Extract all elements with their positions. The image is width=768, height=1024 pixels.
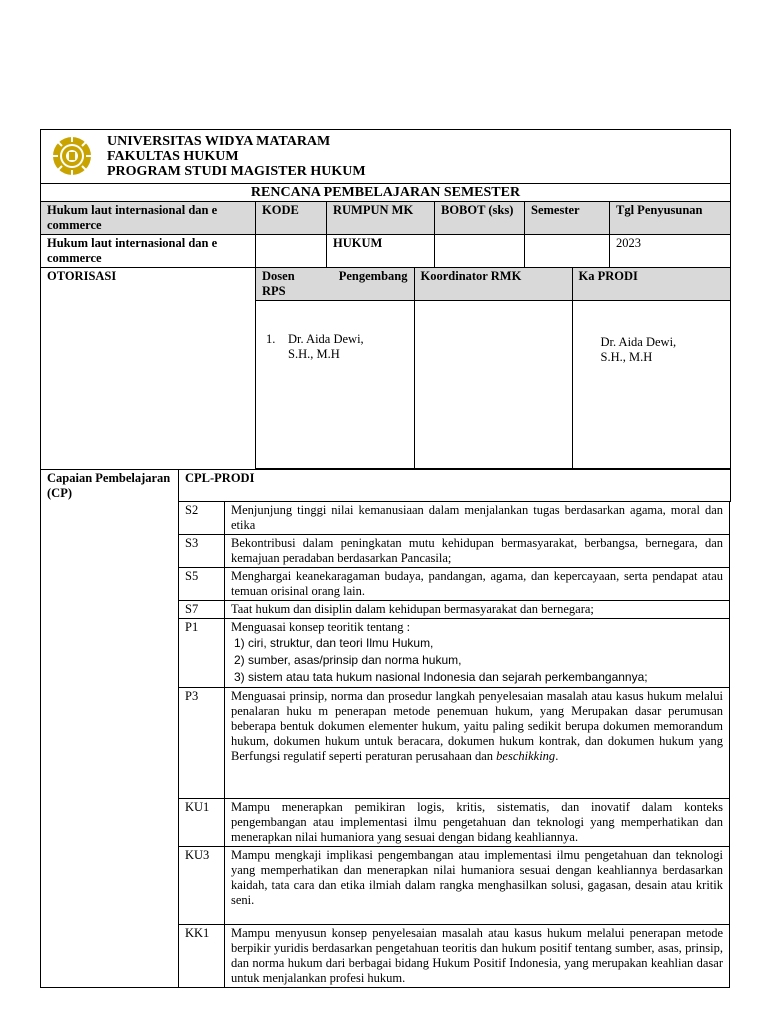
program-name: PROGRAM STUDI MAGISTER HUKUM	[107, 164, 366, 179]
cp-code: S7	[179, 601, 225, 619]
faculty-name: FAKULTAS HUKUM	[107, 149, 239, 164]
rps-label-word: RPS	[262, 284, 286, 298]
cp-text: Menjunjung tinggi nilai kemanusiaan dalam menjalankan tugas berdasarkan agama, moral dan etika	[225, 502, 730, 535]
p1-list	[231, 635, 723, 686]
document-title: RENCANA PEMBELAJARAN SEMESTER	[41, 184, 731, 202]
cp-text	[225, 688, 730, 799]
otorisasi-label: OTORISASI	[41, 268, 256, 470]
dosen-number: 1.	[266, 332, 276, 346]
cp-text	[225, 619, 730, 688]
dosen-pengembang-cell	[256, 301, 414, 468]
cp-label: Capaian Pembelajaran (CP)	[41, 469, 179, 502]
tgl-penyusunan-value: 2023	[610, 235, 731, 268]
p3-end: .	[555, 749, 559, 763]
cp-code: KU3	[179, 847, 225, 925]
pengembang-label-word: Pengembang	[338, 269, 408, 283]
p1-item: 3) sistem atau tata hukum nasional Indonesia dan sejarah perkembangannya;	[234, 670, 648, 684]
bobot-label: BOBOT (sks)	[435, 202, 525, 235]
ka-prodi-cell	[572, 301, 730, 468]
otorisasi-row	[41, 268, 731, 469]
cp-text: Mampu mengkaji implikasi pengembangan atau implementasi ilmu pengetahuan dan teknologi yang memperhatikan dan menerapkan nilai humaniora sesuai dengan keahliannya berdasarkan kaidah, tata cara dan etika ilmiah dalam rangka menghasilkan solusi, gagasan, desain atau kritik seni.	[225, 847, 730, 925]
kaprodi-name-line-1: Dr. Aida Dewi,	[600, 335, 677, 349]
university-name: UNIVERSITAS WIDYA MATARAM	[107, 134, 331, 149]
cp-text: Bekontribusi dalam peningkatan mutu kehidupan bermasyarakat, berbangsa, bernegara, dan kemajuan peradaban berdasarkan Pancasila;	[225, 535, 730, 568]
university-header-row	[41, 130, 731, 184]
rumpun-label: RUMPUN MK	[327, 202, 435, 235]
kode-value	[256, 235, 327, 268]
semester-label: Semester	[525, 202, 610, 235]
cpl-prodi-label: CPL-PRODI	[179, 469, 731, 502]
cp-code: S3	[179, 535, 225, 568]
university-logo-icon	[47, 134, 97, 178]
cp-text: Taat hukum dan disiplin dalam kehidupan bermasyarakat dan bernegara;	[225, 601, 730, 619]
kode-label: KODE	[256, 202, 327, 235]
rumpun-value: HUKUM	[327, 235, 435, 268]
cp-text: Menghargai keanekaragaman budaya, pandangan, agama, dan kepercayaan, serta pendapat atau temuan orisinal orang lain.	[225, 568, 730, 601]
koordinator-rmk-label: Koordinator RMK	[414, 268, 572, 301]
cp-header-row	[41, 469, 731, 502]
title-row	[41, 184, 731, 202]
rps-document	[40, 129, 730, 988]
koordinator-rmk-cell	[414, 301, 572, 468]
cp-left-blank	[41, 502, 179, 988]
p3-italic: beschikking	[496, 749, 556, 763]
p1-intro: Menguasai konsep teoritik tentang :	[231, 620, 411, 634]
dosen-name-line-1: Dr. Aida Dewi,	[288, 332, 364, 346]
course-values-row	[41, 235, 731, 268]
ka-prodi-label: Ka PRODI	[572, 268, 730, 301]
cp-code: P1	[179, 619, 225, 688]
university-header	[41, 130, 731, 184]
cp-text: Mampu menyusun konsep penyelesaian masalah atau kasus hukum melalui penerapan metode berpikir yuridis berdasarkan pengetahuan teoritis dan hukum positif tentang sumber, asas, prinsip, dan norma hukum dari berbagai bidang Hukum Positif Indonesia, yang merupakan keahlian dasar untuk menjalankan profesi hukum.	[225, 925, 730, 988]
kaprodi-name-line-2: S.H., M.H	[600, 350, 653, 364]
otorisasi-grid	[256, 268, 731, 469]
course-header-row	[41, 202, 731, 235]
cp-code: KK1	[179, 925, 225, 988]
cp-table	[40, 501, 730, 988]
cp-code: S5	[179, 568, 225, 601]
cp-code: S2	[179, 502, 225, 535]
cp-code: KU1	[179, 799, 225, 847]
dosen-name-line-2: S.H., M.H	[288, 347, 340, 361]
dosen-pengembang-label	[256, 268, 414, 301]
bobot-value	[435, 235, 525, 268]
p1-item: 2) sumber, asas/prinsip dan norma hukum,	[234, 653, 462, 667]
rps-table	[40, 129, 731, 502]
semester-value	[525, 235, 610, 268]
cp-code: P3	[179, 688, 225, 799]
tgl-penyusunan-label: Tgl Penyusunan	[610, 202, 731, 235]
p1-item: 1) ciri, struktur, dan teori Ilmu Hukum,	[234, 636, 434, 650]
course-name-value: Hukum laut internasional dan e commerce	[41, 235, 256, 268]
course-name-label: Hukum laut internasional dan e commerce	[41, 202, 256, 235]
cp-text: Mampu menerapkan pemikiran logis, kritis, sistematis, dan inovatif dalam konteks pengembangan atau implementasi ilmu pengetahuan dan teknologi yang memperhatikan dan menerapkan nilai humaniora yang sesuai dengan bidang keahliannya.	[225, 799, 730, 847]
p3-text: Menguasai prinsip, norma dan prosedur langkah penyelesaian masalah atau kasus hukum melalui penalaran huku m penerapan metode penemuan hukum, yang Merupakan dasar perumusan beberapa bentuk dokumen elementer hukum, yaitu paling sedikit berupa dokumen memorandum hukum, dokumen hukum untuk beracara, dokumen hukum kontrak, dan dokumen hukum yang Berfungsi regulatif seperti peraturan perusahaan dan	[231, 689, 723, 763]
dosen-label-word: Dosen	[262, 269, 295, 283]
cp-row-s2	[41, 502, 730, 535]
